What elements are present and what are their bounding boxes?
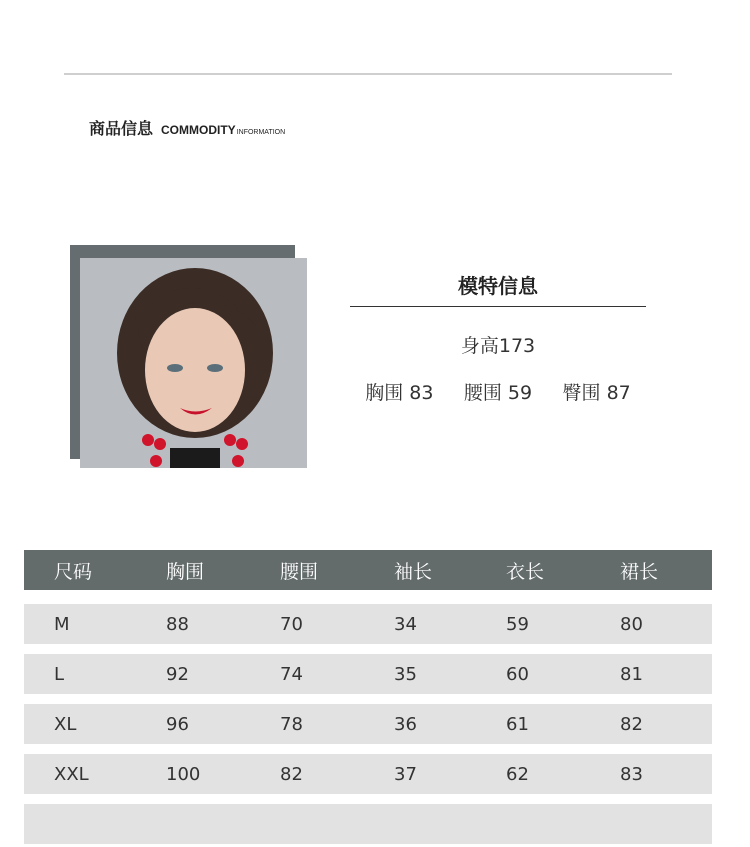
cell-bust: 96 xyxy=(166,713,189,735)
model-hip: 臀围 87 xyxy=(562,382,631,404)
cell-size: M xyxy=(54,613,70,635)
cell-garment-length: 60 xyxy=(506,663,529,685)
top-divider xyxy=(64,73,672,75)
model-info-divider xyxy=(350,306,646,307)
cell-waist: 78 xyxy=(280,713,303,735)
cell-bust: 88 xyxy=(166,613,189,635)
cell-garment-length: 59 xyxy=(506,613,529,635)
section-title-en: COMMODITY xyxy=(161,123,236,137)
cell-waist: 70 xyxy=(280,613,303,635)
header-waist: 腰围 xyxy=(280,560,319,583)
table-row xyxy=(24,704,712,744)
section-title-en-small: INFORMATION xyxy=(236,129,286,136)
header-size: 尺码 xyxy=(54,560,93,583)
cell-garment-length: 62 xyxy=(506,763,529,785)
table-row xyxy=(24,754,712,794)
model-height: 身高173 xyxy=(460,335,536,357)
cell-sleeve: 36 xyxy=(394,713,417,735)
cell-sleeve: 37 xyxy=(394,763,417,785)
header-skirt-length: 裙长 xyxy=(620,560,659,583)
cell-skirt-length: 83 xyxy=(620,763,643,785)
cell-sleeve: 35 xyxy=(394,663,417,685)
cell-skirt-length: 82 xyxy=(620,713,643,735)
empty-table-row xyxy=(24,804,712,844)
header-sleeve: 袖长 xyxy=(394,560,433,583)
model-photo xyxy=(80,258,307,468)
section-title xyxy=(89,116,285,139)
header-bust: 胸围 xyxy=(166,560,205,583)
model-info-title: 模特信息 xyxy=(458,274,538,298)
cell-size: XXL xyxy=(54,763,89,785)
section-title-cn: 商品信息 xyxy=(89,119,154,138)
model-portrait-image xyxy=(80,258,307,468)
model-waist: 腰围 59 xyxy=(463,382,533,404)
cell-bust: 100 xyxy=(166,763,201,785)
cell-skirt-length: 81 xyxy=(620,663,643,685)
cell-size: XL xyxy=(54,713,77,735)
header-garment-length: 衣长 xyxy=(506,560,545,583)
cell-garment-length: 61 xyxy=(506,713,529,735)
size-table xyxy=(24,550,712,844)
table-row xyxy=(24,654,712,694)
model-bust: 胸围 83 xyxy=(365,382,434,404)
cell-bust: 92 xyxy=(166,663,189,685)
model-measures xyxy=(350,378,646,405)
table-row xyxy=(24,604,712,644)
cell-size: L xyxy=(54,663,65,685)
size-table-header xyxy=(24,550,712,590)
cell-sleeve: 34 xyxy=(394,613,417,635)
cell-waist: 74 xyxy=(280,663,303,685)
cell-waist: 82 xyxy=(280,763,303,785)
cell-skirt-length: 80 xyxy=(620,613,643,635)
